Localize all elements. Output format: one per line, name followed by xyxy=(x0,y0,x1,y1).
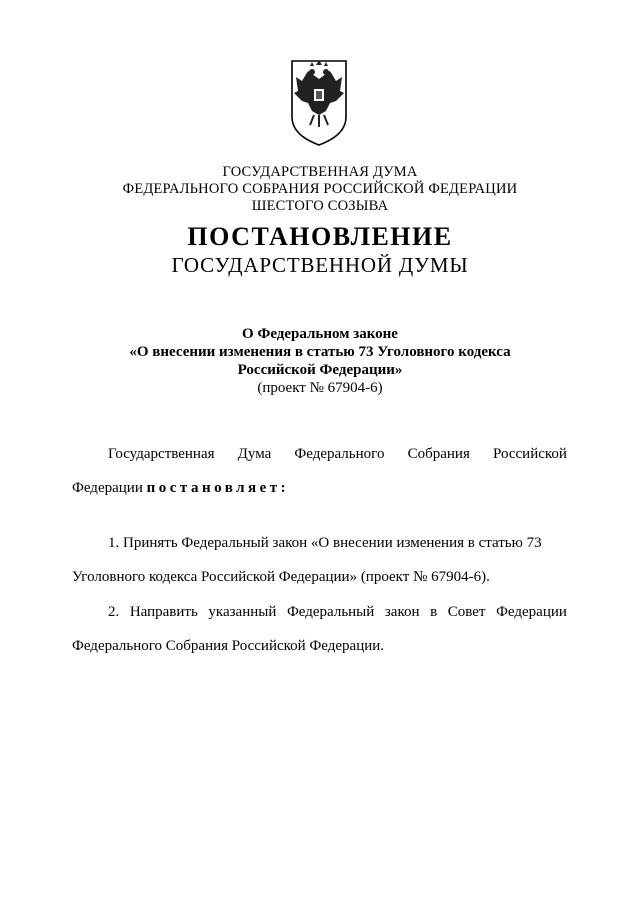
document-subtitle: ГОСУДАРСТВЕННОЙ ДУМЫ xyxy=(171,253,469,277)
item-2-word: закон xyxy=(384,604,420,620)
subject-line-1: О Федеральном законе xyxy=(242,326,398,342)
project-number: (проект № 67904-6) xyxy=(257,380,383,396)
subject-line-2: «О внесении изменения в статью 73 Уголовного кодекса xyxy=(129,344,511,360)
item-2-word: 2. xyxy=(108,604,120,620)
preamble-word: Федерального xyxy=(294,446,385,462)
header-line-convocation: ШЕСТОГО СОЗЫВА xyxy=(251,198,389,214)
preamble-text: Федерации xyxy=(72,480,147,496)
document-title: ПОСТАНОВЛЕНИЕ xyxy=(187,222,453,251)
item-2-word: Федерации xyxy=(496,604,567,620)
preamble-word: Собрания xyxy=(407,446,470,462)
header-line-duma: ГОСУДАРСТВЕННАЯ ДУМА xyxy=(222,164,418,180)
preamble-word: Российской xyxy=(493,446,567,462)
header-line-assembly: ФЕДЕРАЛЬНОГО СОБРАНИЯ РОССИЙСКОЙ ФЕДЕРАЦИИ xyxy=(122,181,518,197)
item-2-line-2: Федерального Собрания Российской Федерации. xyxy=(72,638,385,654)
item-1-line-2: Уголовного кодекса Российской Федерации» (проект № 67904-6). xyxy=(72,569,490,585)
item-2-word: Совет xyxy=(447,604,486,620)
preamble-line-1 xyxy=(108,446,567,463)
item-2-line-1 xyxy=(108,604,567,621)
preamble-word: Дума xyxy=(237,446,272,462)
item-1-line-1: 1. Принять Федеральный закон «О внесении изменения в статью 73 xyxy=(108,535,542,551)
coat-of-arms-emblem xyxy=(288,57,350,147)
preamble-word: Государственная xyxy=(108,446,215,462)
subject-line-3: Российской Федерации» xyxy=(237,362,403,378)
item-2-word: Направить xyxy=(129,604,198,620)
item-2-word: Федеральный xyxy=(286,604,375,620)
item-2-word: указанный xyxy=(208,604,277,620)
resolves-word: постановляет: xyxy=(146,480,290,496)
preamble-line-2 xyxy=(72,480,289,497)
item-2-word: в xyxy=(430,604,438,620)
